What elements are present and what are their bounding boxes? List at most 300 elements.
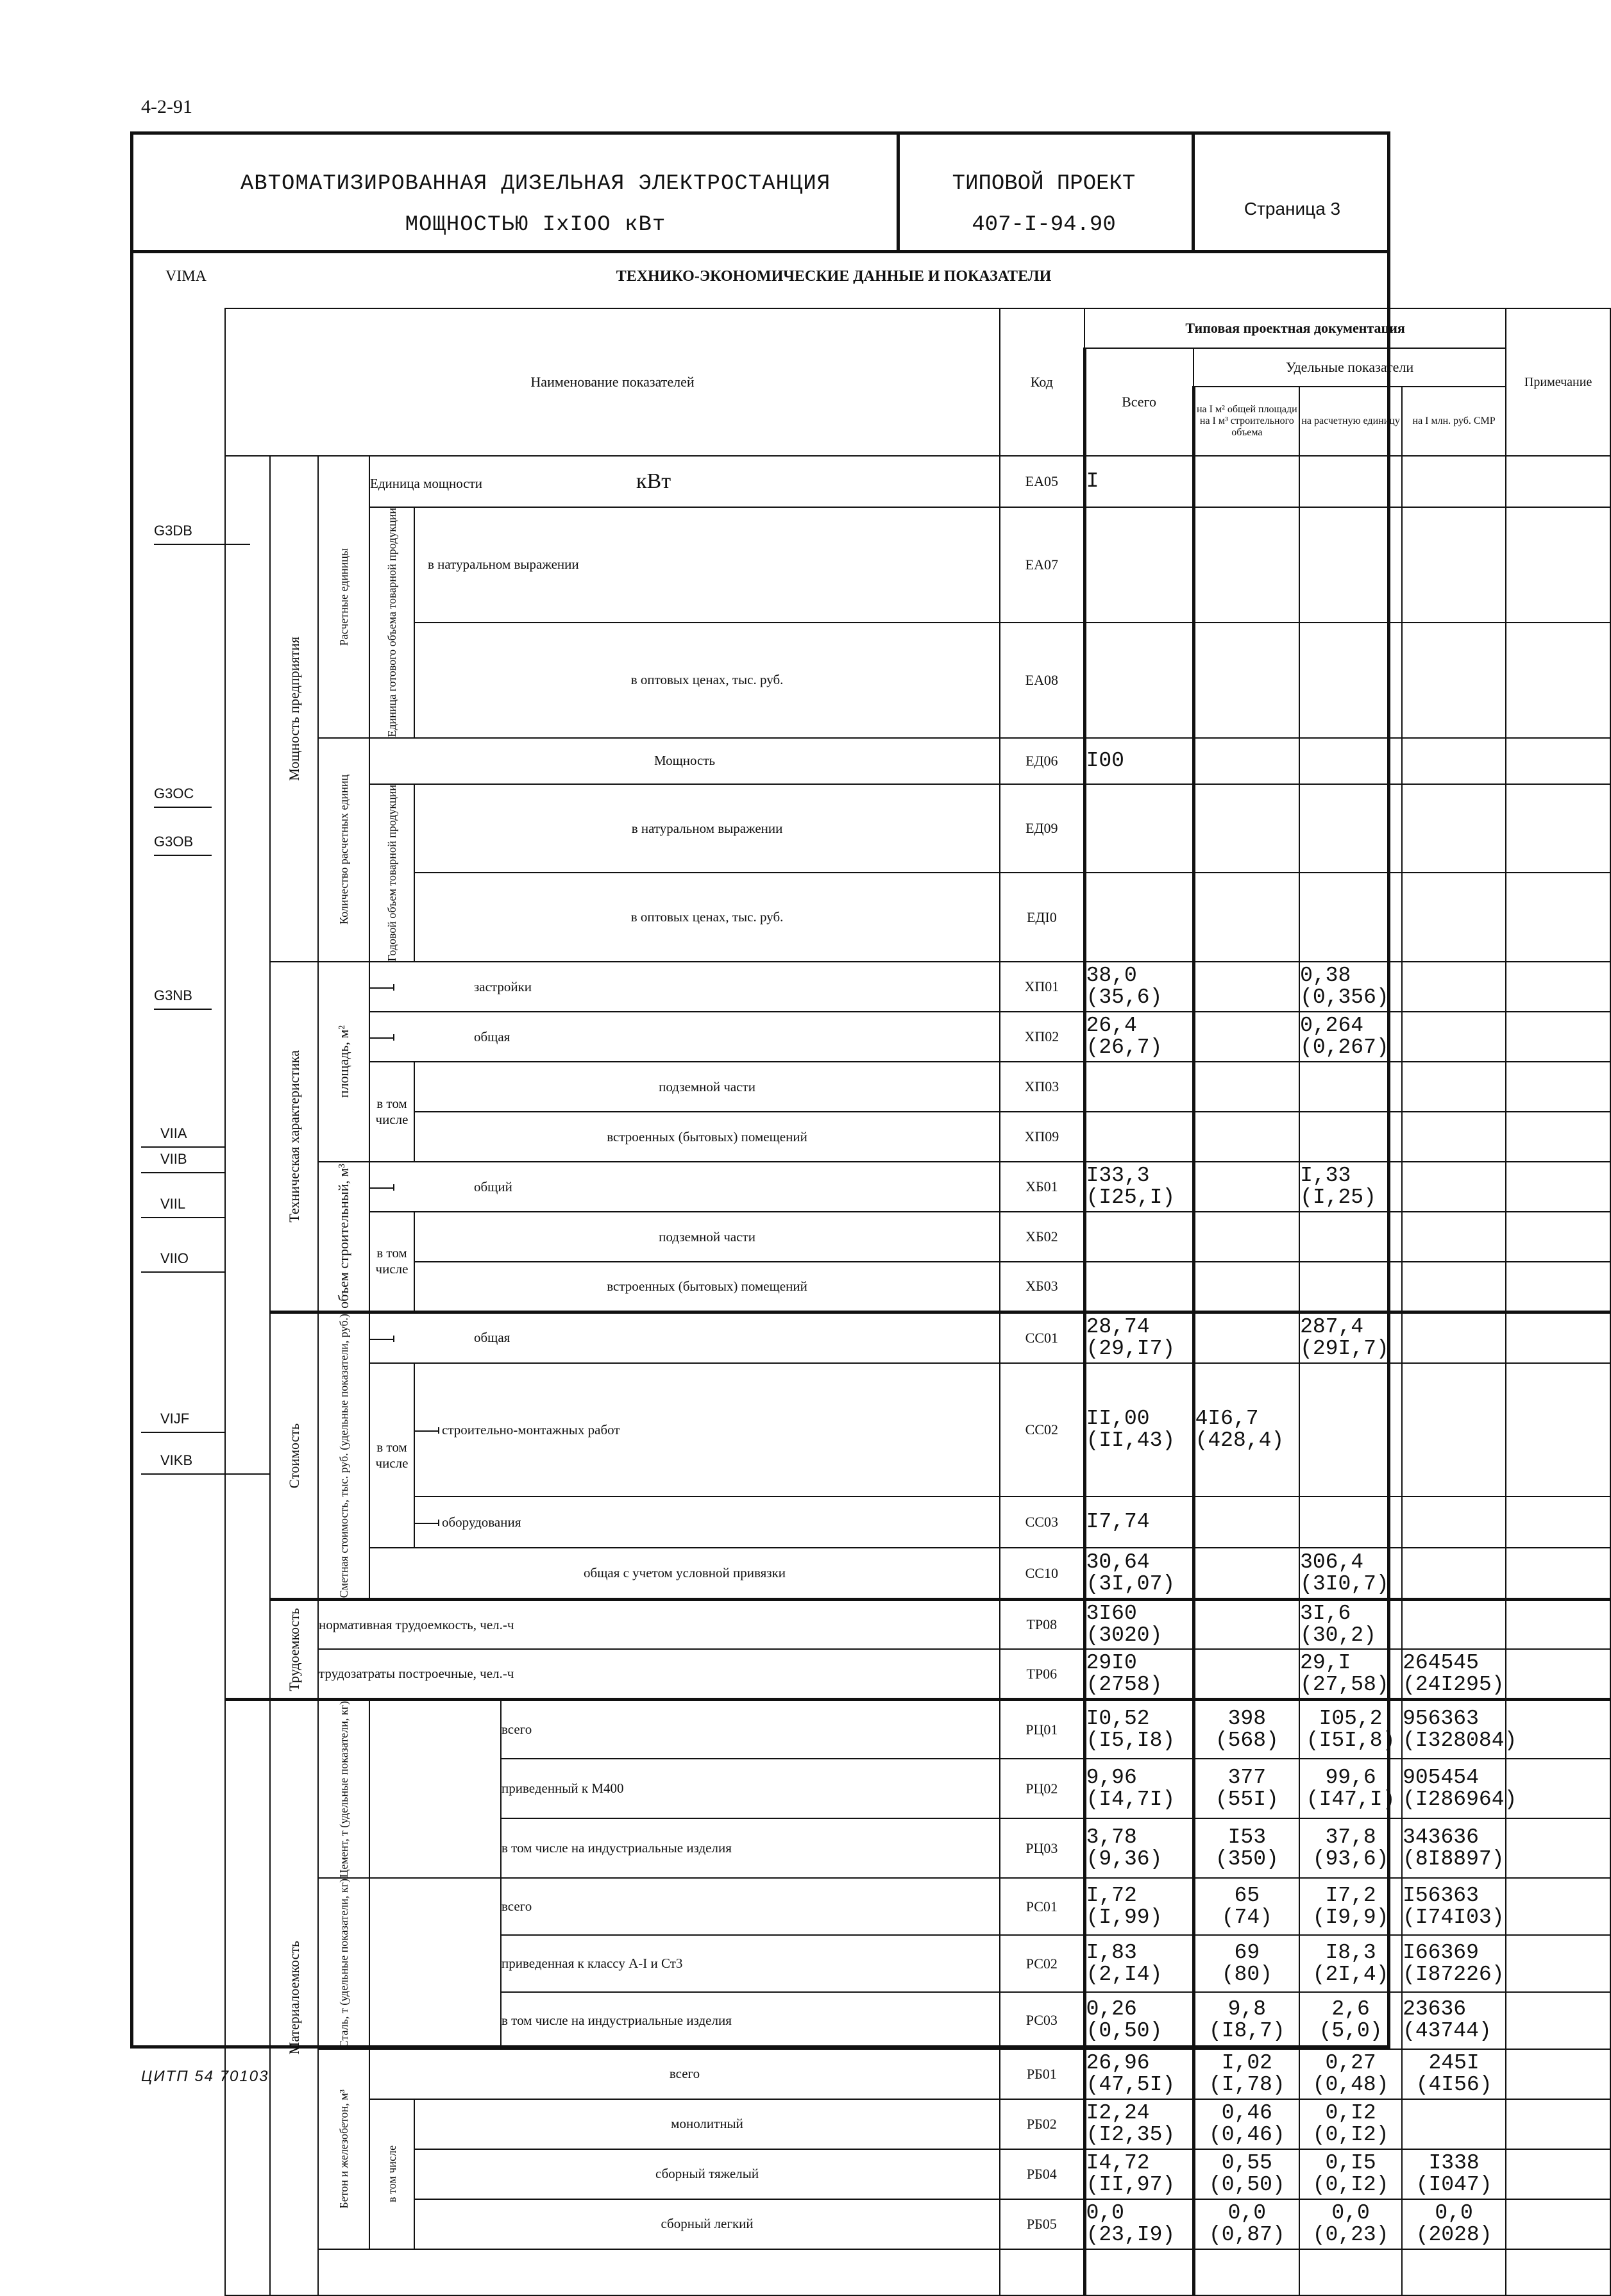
section-title: ТЕХНИКО-ЭКОНОМИЧЕСКИЕ ДАННЫЕ И ПОКАЗАТЕЛИ [616,268,1052,285]
row-label-text: строительно-монтажных работ [442,1421,620,1437]
row-code: СС10 [1000,1548,1084,1599]
group-annual-output [369,784,414,962]
group-capacity-label: Мощность предприятия [285,637,302,781]
row-code: ХП01 [1000,962,1084,1012]
cell-per-unit [1299,962,1402,1012]
cell-empty [1506,1012,1610,1062]
cell-empty [1506,623,1610,738]
value-alt: (0,I2) [1312,2122,1389,2147]
col-header-per-m2: на I м² общей площади на I м³ строительного объема [1193,387,1299,456]
value: I,02 [1221,2050,1272,2075]
col-header-per-unit: на расчетную единицу [1299,387,1402,456]
value-alt: (3020) [1086,1623,1163,1648]
value-alt: (35,6) [1086,985,1163,1010]
row-code: ХП03 [1000,1062,1084,1112]
cell-empty [1506,1878,1610,1935]
group-concrete-label: Бетон и железобетон, м³ [337,2089,350,2209]
cell-empty [1193,1112,1299,1162]
cell-per-unit [1299,1878,1402,1935]
value-alt: (29I,7) [1300,1336,1389,1361]
cell-total [1084,1548,1193,1599]
row-label [369,1312,1000,1363]
row-code: РБ04 [1000,2149,1084,2199]
cell-total [1084,2099,1193,2149]
group-labor [270,1599,318,1699]
value-alt: (0,48) [1312,2072,1389,2097]
row-code: EA08 [1000,623,1084,738]
cell-empty [1084,2249,1193,2295]
cell-empty [1506,962,1610,1012]
row-label: сборный легкий [414,2199,1000,2249]
cell-total: I00 [1084,738,1193,784]
row-code: ТР06 [1000,1649,1084,1699]
cell-empty [1299,1112,1402,1162]
value: 0,I2 [1325,2100,1376,2125]
side-leader [141,1172,224,1173]
value-alt: (0,23) [1312,2222,1389,2247]
value: I4,72 [1086,2150,1150,2175]
cell-empty [1193,738,1299,784]
value: 0,38 [1300,964,1351,988]
value: 29,I [1300,1650,1351,1675]
value-alt: (80) [1221,1962,1272,1986]
cell-empty [1299,507,1402,623]
value: I,33 [1300,1164,1351,1188]
project-number: 407-I-94.90 [972,213,1116,237]
cell-empty [1299,2249,1402,2295]
cell-empty [1084,1062,1193,1112]
value-alt: (0,46) [1208,2122,1285,2147]
cell-per-unit [1299,1759,1402,1818]
cell-empty [1506,1992,1610,2049]
value-alt: (74) [1221,1905,1272,1929]
cell-empty [1402,2099,1506,2149]
value-alt: (2758) [1086,1672,1163,1697]
value: 3I,6 [1300,1602,1351,1626]
document-title [180,163,891,246]
value: 905454 [1403,1765,1479,1789]
cell-per-unit [1299,1312,1402,1363]
cell-empty [1193,623,1299,738]
cell-empty [1506,1599,1610,1649]
arrow-icon [415,1430,438,1432]
cell-per-unit [1299,1818,1402,1878]
value-alt: (I74I03) [1403,1905,1505,1929]
row-label: всего [501,1878,1000,1935]
cell-empty [1193,873,1299,962]
group-concrete-in-that-label: в том числе [385,2145,398,2203]
arrow-icon [370,1187,393,1189]
group-annual-output-label: Годовой объем товарной продукции [385,784,398,962]
cell-empty [1506,1262,1610,1312]
in-that-label: в том числе [369,1212,414,1312]
row-code: РС02 [1000,1935,1084,1992]
cell-total [1084,1992,1193,2049]
side-code: G3DB [154,523,192,539]
group-spacer [225,456,270,1699]
cell-per-mln [1402,1818,1506,1878]
row-label [369,1012,1000,1062]
group-tech-label: Техническая характеристика [285,1050,302,1223]
cell-empty [1084,1262,1193,1312]
value: 9,8 [1227,1997,1267,2022]
cell-empty [1299,623,1402,738]
value: 0,I5 [1325,2150,1376,2175]
cell-per-unit [1299,2099,1402,2149]
cell-per-m2 [1193,2199,1299,2249]
cell-total [1084,1363,1193,1496]
col-header-note: Примечание [1506,308,1610,456]
value: 0,26 [1086,1997,1137,2022]
value: I338 [1428,2150,1480,2175]
cell-empty [1193,962,1299,1012]
cell-empty [1299,1262,1402,1312]
cell-empty [1506,2149,1610,2199]
col-header-code: Код [1000,308,1084,456]
cell-empty [1193,507,1299,623]
row-code: ЕДI0 [1000,873,1084,962]
row-code: ХП02 [1000,1012,1084,1062]
cell-empty [1299,873,1402,962]
value-alt: (I4,7I) [1086,1787,1176,1811]
cell-total [1084,2049,1193,2099]
cell-total [1084,2149,1193,2199]
side-code: VIIL [160,1196,186,1212]
value-alt: (I9,9) [1312,1905,1389,1929]
value: I56363 [1403,1883,1479,1907]
project-type: ТИПОВОЙ ПРОЕКТ [952,172,1136,196]
row-label: встроенных (бытовых) помещений [414,1262,1000,1312]
cell-empty [1506,1818,1610,1878]
value: I66369 [1403,1940,1479,1965]
cell-per-mln [1402,2049,1506,2099]
value: 0,27 [1325,2050,1376,2075]
side-leader [154,1009,212,1010]
cell-empty [1299,1363,1402,1496]
value: 29I0 [1086,1650,1137,1675]
cell-empty [1506,1162,1610,1212]
cell-per-unit [1299,1649,1402,1699]
value-alt: (428,4) [1195,1429,1285,1453]
group-cement-spacer [369,1699,501,1878]
cell-per-m2 [1193,2049,1299,2099]
value-alt: (I,99) [1086,1905,1163,1929]
group-materials [270,1699,318,2295]
row-code: РБ05 [1000,2199,1084,2249]
group-materials-label: Материалоемкость [285,1941,302,2055]
cell-total [1084,1649,1193,1699]
unit-kw: кВт [636,469,671,493]
cell-empty [1402,1262,1506,1312]
cell-empty [1506,1212,1610,1262]
value: 37,8 [1325,1825,1376,1849]
cell-empty [1299,1496,1402,1548]
cell-per-unit [1299,1012,1402,1062]
row-code: ТР08 [1000,1599,1084,1649]
row-label: в натуральном выражении [414,784,1000,873]
row-code: ЕД06 [1000,738,1084,784]
cell-empty [1193,1212,1299,1262]
cell-empty [1193,2249,1299,2295]
group-volume-label: объем строительный, м³ [335,1164,351,1309]
cell-empty [1506,873,1610,962]
row-label [414,1363,1000,1496]
value-alt: (0,50) [1086,2019,1163,2043]
group-steel-spacer [369,1878,501,2049]
cell-total [1084,2199,1193,2249]
arrow-icon [370,1037,393,1039]
value-alt: (55I) [1215,1787,1279,1811]
cell-total [1084,1759,1193,1818]
value: 3,78 [1086,1825,1137,1849]
value-alt: (4I56) [1415,2072,1492,2097]
value: 2,6 [1331,1997,1370,2022]
cell-per-mln [1402,1878,1506,1935]
value-alt: (I8,7) [1208,2019,1285,2043]
cell-empty [1506,2049,1610,2099]
value-alt: (2028) [1415,2222,1492,2247]
row-label-text: общая [474,1330,510,1346]
group-materials-spacer [225,1699,270,2295]
section-code: VIMA [165,268,207,285]
group-steel [318,1878,369,2049]
cell-empty [1193,456,1299,507]
group-output-units-label: Единица готового объема товарной продукции [385,508,398,737]
row-label: встроенных (бытовых) помещений [414,1112,1000,1162]
cell-per-m2 [1193,1992,1299,2049]
value-alt: (568) [1215,1728,1279,1752]
value: 306,4 [1300,1550,1364,1574]
group-calc-units-label: Расчетные единицы [337,548,350,646]
group-cement-label: Цемент, т (удельные показатели, кг) [337,1700,350,1878]
group-concrete-in-that [369,2099,414,2249]
value: 264545 [1403,1650,1479,1675]
value: I,72 [1086,1883,1137,1907]
value: 0,55 [1221,2150,1272,2175]
side-leader [141,1432,224,1433]
side-code: G3OC [154,785,194,801]
row-label: монолитный [414,2099,1000,2149]
cell-empty [1299,1062,1402,1112]
cell-per-m2 [1193,1759,1299,1818]
group-estimate [318,1312,369,1599]
value: 398 [1227,1706,1267,1730]
value-alt: (350) [1215,1847,1279,1871]
row-label: в том числе на индустриальные изделия [501,1818,1000,1878]
cell-empty [1193,1262,1299,1312]
cell-total [1084,1162,1193,1212]
value: I0,52 [1086,1706,1150,1730]
group-calc-units [318,456,369,738]
row-label: приведенный к М400 [501,1759,1000,1818]
value-alt: (8I8897) [1403,1847,1505,1871]
cell-total [1084,1935,1193,1992]
side-leader [154,855,212,856]
row-code: РЦ03 [1000,1818,1084,1878]
side-code: VIJF [160,1411,190,1427]
value-alt: (43744) [1403,2019,1492,2043]
value-alt: (23,I9) [1086,2222,1176,2247]
side-leader [141,1146,224,1148]
row-label [414,1496,1000,1548]
value: 23636 [1403,1997,1467,2022]
group-steel-label: Сталь, т (удельные показатели, кг) [337,1879,350,2049]
cell-empty [1084,873,1193,962]
cell-empty [1084,1212,1193,1262]
value-alt: (0,50) [1208,2172,1285,2197]
value-alt: (0,I2) [1312,2172,1389,2197]
cell-empty [1402,962,1506,1012]
cell-empty [1506,738,1610,784]
cell-empty [1193,1548,1299,1599]
cell-per-unit [1299,2149,1402,2199]
group-count-units [318,738,369,962]
cell-empty [1506,1363,1610,1496]
value: 28,74 [1086,1314,1150,1339]
header-divider [130,250,1390,253]
value-alt: (0,267) [1300,1035,1389,1060]
value: 3I60 [1086,1602,1137,1626]
group-concrete [318,2049,369,2249]
cell-empty [1506,1548,1610,1599]
value-alt: (93,6) [1312,1847,1389,1871]
value: 343636 [1403,1825,1479,1849]
cell-per-mln [1402,1992,1506,2049]
row-code: РЦ02 [1000,1759,1084,1818]
value: 377 [1227,1765,1267,1789]
value-alt: (I5I,8) [1306,1728,1396,1752]
value-alt: (I47,I) [1306,1787,1396,1811]
cell-empty [1506,1312,1610,1363]
value: I7,2 [1325,1883,1376,1907]
row-code: РБ01 [1000,2049,1084,2099]
cell-empty [1402,507,1506,623]
row-label: подземной части [414,1212,1000,1262]
row-label-text: общий [474,1178,512,1194]
cell-total [1084,1699,1193,1759]
value: I,83 [1086,1940,1137,1965]
cell-total [1084,1312,1193,1363]
value-alt: (27,58) [1300,1672,1389,1697]
cell-empty [1506,1496,1610,1548]
row-label-text: оборудования [442,1514,521,1530]
title-line-2: МОЩНОСТЬЮ IxIOO кВт [405,213,666,237]
value: 65 [1234,1883,1260,1907]
value: 0,264 [1300,1014,1364,1038]
cell-per-m2 [1193,1363,1299,1496]
row-label: всего [369,2049,1000,2099]
row-label: подземной части [414,1062,1000,1112]
row-code: ХП09 [1000,1112,1084,1162]
value: 0,0 [1227,2200,1267,2225]
in-that-label: в том числе [369,1062,414,1162]
group-cost [270,1312,318,1599]
cell-per-unit [1299,1935,1402,1992]
value-alt: (9,36) [1086,1847,1163,1871]
cell-empty [1402,784,1506,873]
cell-per-mln [1402,2149,1506,2199]
value: I53 [1227,1825,1267,1849]
cell-empty [1402,738,1506,784]
value: 0,0 [1086,2200,1124,2225]
arrow-icon [370,1339,393,1340]
row-label-text: застройки [474,978,532,994]
cell-empty [1402,1548,1506,1599]
row-label: сборный тяжелый [414,2149,1000,2199]
row-code: СС02 [1000,1363,1084,1496]
row-label: приведенная к классу А-I и Ст3 [501,1935,1000,1992]
group-area-label: площадь, м² [335,1025,351,1098]
cell-empty [1299,1212,1402,1262]
col-header-per-mln: на I млн. руб. СМР [1402,387,1506,456]
indicators-table [224,308,1611,2296]
row-label [369,456,1000,507]
group-volume [318,1162,369,1312]
row-label-text: Единица мощности [370,476,482,491]
value-alt: (29,I7) [1086,1336,1176,1361]
row-label: в оптовых ценах, тыс. руб. [414,873,1000,962]
cell-empty [1402,1112,1506,1162]
cell-per-mln [1402,1935,1506,1992]
side-code: VIIO [160,1250,189,1266]
cell-per-unit [1299,1162,1402,1212]
value: I2,24 [1086,2100,1150,2125]
value-alt: (I87226) [1403,1962,1505,1986]
cell-empty [1506,2199,1610,2249]
row-code: ЕД09 [1000,784,1084,873]
project-info [898,163,1190,246]
cell-per-m2 [1193,1935,1299,1992]
value: 26,96 [1086,2050,1150,2075]
footer-code: ЦИТП 54 70103 [141,2068,269,2085]
side-leader [154,807,212,808]
row-label: в натуральном выражении [414,507,1000,623]
value-alt: (I,25) [1300,1186,1376,1210]
group-output-units [369,507,414,738]
group-count-units-label: Количество расчетных единиц [337,775,350,925]
cell-empty [1402,1062,1506,1112]
cell-total [1084,1818,1193,1878]
value: 69 [1234,1940,1260,1965]
row-label: в оптовых ценах, тыс. руб. [414,623,1000,738]
cell-empty [1299,784,1402,873]
value: 287,4 [1300,1314,1364,1339]
value-alt: (I328084) [1403,1728,1517,1752]
cell-per-unit [1299,1599,1402,1649]
cell-empty [1193,1649,1299,1699]
side-leader [141,1271,224,1273]
title-line-1: АВТОМАТИЗИРОВАННАЯ ДИЗЕЛЬНАЯ ЭЛЕКТРОСТАНЦИЯ [240,172,831,196]
row-label: общая с учетом условной привязки [369,1548,1000,1599]
value: 0,0 [1435,2200,1473,2225]
value-alt: (5,0) [1319,2019,1383,2043]
row-code: СС03 [1000,1496,1084,1548]
side-code: VIKB [160,1452,193,1468]
value: 99,6 [1325,1765,1376,1789]
cell-empty [1506,1699,1610,1759]
cell-empty [1402,456,1506,507]
value: 0,46 [1221,2100,1272,2125]
row-code: EA05 [1000,456,1084,507]
value-alt: (0,87) [1208,2222,1285,2247]
row-code: ХБ01 [1000,1162,1084,1212]
cell-empty [1402,1363,1506,1496]
value-alt: (3I0,7) [1300,1571,1389,1596]
row-label [369,1162,1000,1212]
value: 4I6,7 [1195,1407,1259,1431]
in-that-label: в том числе [369,1363,414,1548]
group-area [318,962,369,1162]
